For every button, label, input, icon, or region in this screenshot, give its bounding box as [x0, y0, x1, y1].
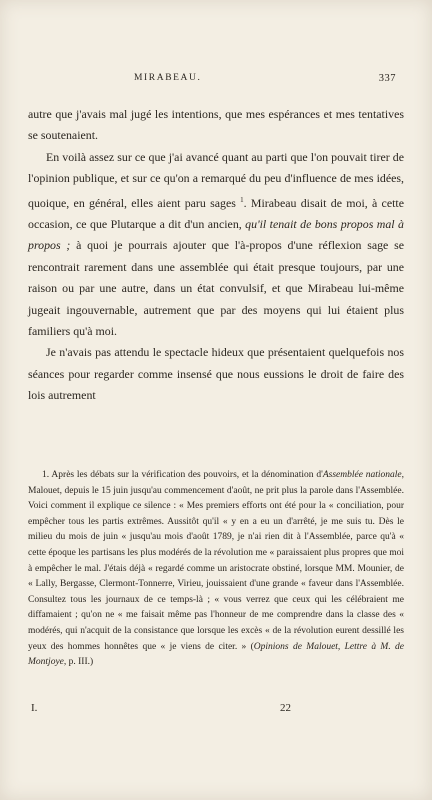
plutarch-quote: qu'il tenait de bons propos mal à propos ; [28, 217, 404, 253]
body-text [28, 104, 404, 407]
page-footer [0, 702, 432, 718]
footnote-block [28, 468, 404, 671]
running-title: MIRABEAU. [134, 73, 202, 83]
paragraph-1: autre que j'avais mal jugé les intentions, que mes espérances et mes tentatives se soutenaient. [28, 107, 404, 143]
footnote-end: , p. III.) [63, 657, 94, 668]
paragraph-2-text-cont: . Mirabeau disait de moi, à cette occasion, ce que Plutarque a dit d'un ancien, [28, 195, 404, 231]
footnote-ref: 1 [240, 195, 244, 204]
signature-number: 22 [280, 702, 291, 714]
footnote-italic-assembly: Assemblée nationale [322, 470, 402, 480]
footnote-body: , Malouet, depuis le 15 juin jusqu'au commencement d'août, ne prit plus la parole dans l'Assemblée. Voici comment il explique ce silence : « Mes premiers efforts ont été pour la « conciliation, pour empêcher tous les partis extrêmes. Aussitôt qu'il « y en a eu un d'arrêté, je me suis tu. Dès le milieu du mois de juin « jusqu'au mois d'août 1789, je n'ai rien dit à l'Assemblée, parce qu'à « cette époque les partisans les plus modérés de la révolution me « paraissaient plus propres que moi à empêcher le mal. J'étais déjà « regardé comme un aristocrate obstiné, lorsque MM. Mounier, de « Lally, Bergasse, Clermont-Tonnerre, Virieu, jouissaient d'une grande « faveur dans l'Assemblée. Consultez tous les journaux de ce temps-là ; « vous verrez que ceux qui les célébraient me diffamaient ; qu'on ne « me faisait même pas l'honneur de me comprendre dans la classe des « modérés, qui n'acquit de la consistance que lorsque les excès « de la révolution eurent dessillé les yeux des hommes honnêtes que « je viens de citer. » ( [28, 470, 404, 652]
paragraph-3: Je n'avais pas attendu le spectacle hideux que présentaient quelquefois nos séances pour regarder comme insensé que nous eussions le droit de faire des lois autrement [28, 345, 404, 403]
paragraph-2 [28, 147, 404, 343]
paragraph-2-text-end: à quoi je pourrais ajouter que l'à-propos d'une réflexion sage se rencontrait rarement dans une assemblée qui était presque toujours, par une raison ou par une autre, dans un état convulsif, et que Mirabeau lui-même jugeait ingouvernable, autrement que par des moyens qui lui étaient plus familiers qu'à moi. [28, 238, 404, 339]
footnote-lead: 1. Après les débats sur la vérification des pouvoirs, et la dénomination d' [42, 470, 323, 480]
running-header [28, 73, 404, 87]
signature-mark: I. [31, 702, 38, 714]
page-number: 337 [378, 73, 396, 84]
footnote-1 [28, 468, 404, 671]
footnote-italic-source: Opinions de Malouet, Lettre à M. de Montjoye [28, 641, 405, 668]
paragraph-2-text: En voilà assez sur ce que j'ai avancé quant au parti que l'on pouvait tirer de l'opinion publique, et sur ce qu'on a remarqué du peu d'influence de mes idées, quoique, en général, elles aient paru sages [28, 149, 404, 210]
